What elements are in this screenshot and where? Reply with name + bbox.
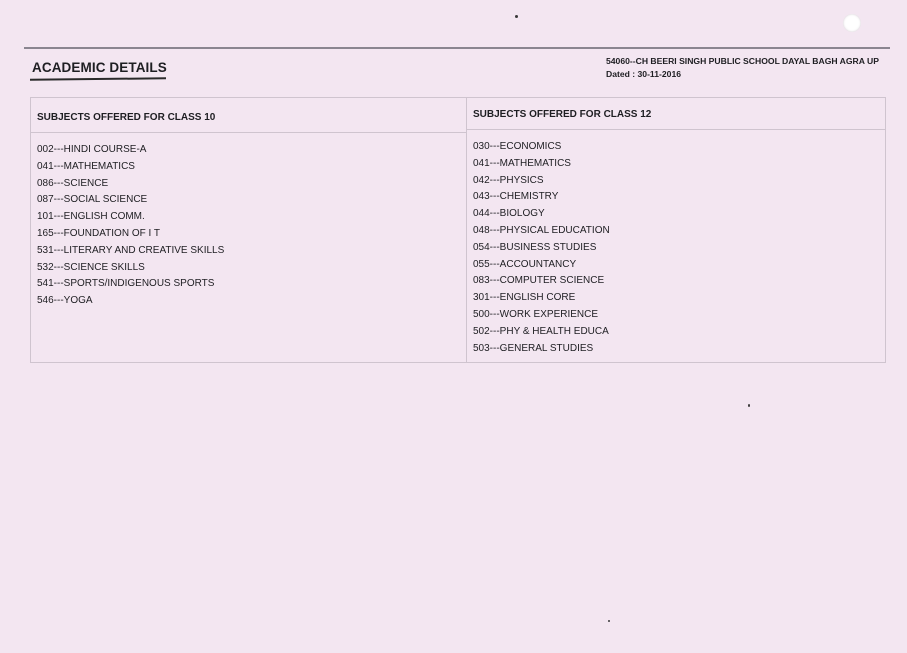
subject-item: 503---GENERAL STUDIES: [473, 342, 594, 354]
subject-item: 546---YOGA: [37, 295, 93, 307]
subject-item: 041---MATHEMATICS: [473, 157, 571, 169]
page-title: ACADEMIC DETAILS: [32, 60, 167, 75]
subject-item: 048---PHYSICAL EDUCATION: [473, 224, 610, 236]
class-12-column: [466, 98, 885, 362]
subjects-table: [30, 97, 886, 363]
subject-item: 041---MATHEMATICS: [37, 160, 135, 172]
class-12-subject-list: [473, 139, 610, 357]
subject-item: 500---WORK EXPERIENCE: [473, 308, 599, 320]
class-10-subject-list: [37, 142, 224, 310]
subject-item: 086---SCIENCE: [37, 177, 109, 189]
subject-item: 002---HINDI COURSE-A: [37, 144, 147, 155]
dated-text: Dated : 30-11-2016: [606, 69, 681, 79]
school-info: [606, 55, 879, 81]
subject-item: 531---LITERARY AND CREATIVE SKILLS: [37, 244, 225, 256]
subject-item: 083---COMPUTER SCIENCE: [473, 275, 605, 287]
subject-item: 087---SOCIAL SCIENCE: [37, 194, 148, 206]
class-10-heading: SUBJECTS OFFERED FOR CLASS 10: [31, 98, 466, 133]
page-title-underline: [30, 77, 166, 80]
subject-item: 055---ACCOUNTANCY: [473, 258, 577, 270]
subject-item: 044---BIOLOGY: [473, 208, 545, 220]
subject-item: 054---BUSINESS STUDIES: [473, 241, 597, 253]
school-name: 54060--CH BEERI SINGH PUBLIC SCHOOL DAYAL BAGH AGRA UP: [606, 56, 879, 66]
subject-item: 101---ENGLISH COMM.: [37, 211, 145, 223]
subject-item: 532---SCIENCE SKILLS: [37, 261, 145, 273]
subject-item: 042---PHYSICS: [473, 174, 544, 186]
subject-item: 541---SPORTS/INDIGENOUS SPORTS: [37, 278, 215, 290]
punch-hole: [843, 14, 861, 32]
class-12-heading: SUBJECTS OFFERED FOR CLASS 12: [467, 98, 885, 130]
paper-speck: [515, 15, 518, 18]
header-rule: [24, 47, 890, 49]
subject-item: 165---FOUNDATION OF I T: [37, 227, 160, 239]
class-10-column: [31, 98, 466, 362]
subject-item: 043---CHEMISTRY: [473, 191, 559, 203]
paper-speck: [608, 620, 610, 622]
subject-item: 502---PHY & HEALTH EDUCA: [473, 325, 609, 337]
subject-item: 030---ECONOMICS: [473, 141, 562, 152]
subject-item: 301---ENGLISH CORE: [473, 292, 576, 304]
paper-speck: [748, 404, 750, 407]
